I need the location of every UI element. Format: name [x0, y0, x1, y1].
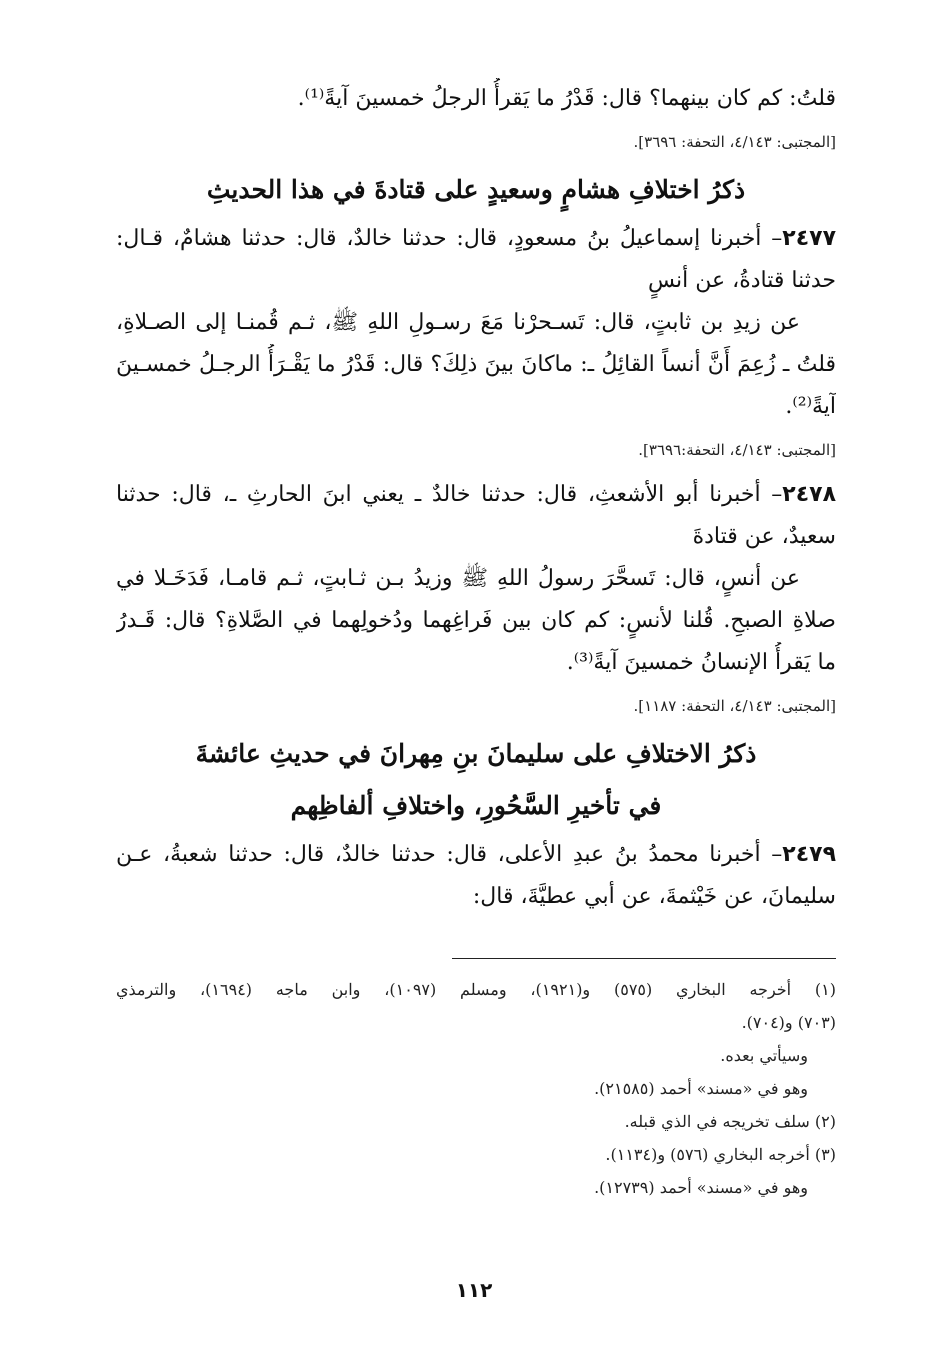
- footnote-line: وهو في «مسند» أحمد (٢١٥٨٥).: [594, 1079, 808, 1098]
- hadith-line: سعيدٌ، عن قتادةَ: [692, 524, 836, 549]
- hadith-number: ٢٤٧٧: [782, 226, 836, 251]
- hadith-line: [116, 218, 836, 260]
- footnote-line: وهو في «مسند» أحمد (١٢٧٣٩).: [594, 1178, 808, 1197]
- footnote-line: (٢) سلف تخريجه في الذي قبله.: [624, 1112, 836, 1131]
- section-heading: ذكرُ الاختلافِ على سليمانَ بنِ مِهرانَ في حديثِ عائشةَ: [195, 739, 757, 768]
- hadith-number: ٢٤٧٨: [782, 482, 836, 507]
- hadith-line: [116, 474, 836, 516]
- hadith-line: قلتُ ـ زُعِمَ أَنَّ أنساً القائِلُ ـ: ماكانَ بينَ ذلِكَ؟ قال: قَدْرُ ما يَقْـرَأُ الرجـلُ خمسـينَ: [116, 352, 836, 377]
- hadith-line: [116, 834, 836, 876]
- hadith-text: – أخبرنا إسماعيلُ بنُ مسعودٍ، قال: حدثنا خالدٌ، قال: حدثنا هشامٌ، قـال:: [116, 226, 783, 251]
- footnote-line: وسيأتي بعده.: [720, 1046, 808, 1065]
- hadith-line: عن زيدِ بن ثابتٍ، قال: تَسـحرْنا مَعَ رسـولِ اللهِ ﷺ، ثـم قُمنـا إلى الصـلاةِ،: [116, 310, 800, 335]
- footnote-line: (٣) أخرجه البخاري (٥٧٦) و(١١٣٤).: [605, 1145, 836, 1164]
- footnote-divider: [452, 958, 836, 959]
- reference-citation: [المجتبى: ٤/١٤٣، التحفة: ٣٦٩٦].: [633, 133, 836, 151]
- hadith-line: آيةً⁽²⁾.: [785, 394, 836, 419]
- hadith-number: ٢٤٧٩: [782, 842, 836, 867]
- reference-citation: [المجتبى: ٤/١٤٣، التحفة:٣٦٩٦].: [638, 441, 836, 459]
- hadith-line: سليمانَ، عن خَيْثمةَ، عن أبي عطيَّةَ، قال:: [472, 884, 836, 909]
- section-heading: ذكرُ اختلافِ هشامٍ وسعيدٍ على قتادةَ في هذا الحديثِ: [206, 175, 746, 204]
- reference-citation: [المجتبى: ٤/١٤٣، التحفة: ١١٨٧].: [633, 697, 836, 715]
- hadith-text: – أخبرنا أبو الأشعثِ، قال: حدثنا خالدٌ ـ يعني ابنَ الحارثِ ـ، قال: حدثنا: [116, 482, 783, 507]
- footnote-line: (٧٠٣) و(٧٠٤).: [741, 1013, 836, 1032]
- section-heading: في تأخيرِ السَّحُورِ، واختلافِ ألفاظِهم: [290, 791, 662, 820]
- hadith-line: صلاةِ الصبحِ. قُلنا لأنسٍ: كم كان بين فَراغِهما ودُخولِهما في الصَّلاةِ؟ قال: قَـدرُ: [116, 608, 836, 633]
- main-text: [116, 78, 836, 1204]
- page-number: ١١٢: [455, 1278, 493, 1302]
- text-line: قلتُ: كم كان بينهما؟ قال: قَدْرُ ما يَقرأُ الرجلُ خمسينَ آيةً⁽¹⁾.: [297, 86, 836, 111]
- hadith-line: ما يَقرأُ الإنسانُ خمسينَ آيةً⁽³⁾.: [566, 650, 836, 675]
- hadith-line: عن أنسٍ، قال: تَسحَّرَ رسولُ اللهِ ﷺ وزيدُ بـن ثـابتٍ، ثـم قامـا، فَدَخَـلا في: [116, 566, 800, 591]
- hadith-text: – أخبرنا محمدُ بنُ عبدِ الأعلى، قال: حدثنا خالدٌ، قال: حدثنا شعبةُ، عـن: [116, 842, 783, 867]
- footnote-line: (١) أخرجه البخاري (٥٧٥) و(١٩٢١)، ومسلم (١٠٩٧)، وابن ماجه (١٦٩٤)، والترمذي: [116, 980, 837, 999]
- hadith-line: حدثنا قتادةُ، عن أنسٍ: [647, 268, 836, 293]
